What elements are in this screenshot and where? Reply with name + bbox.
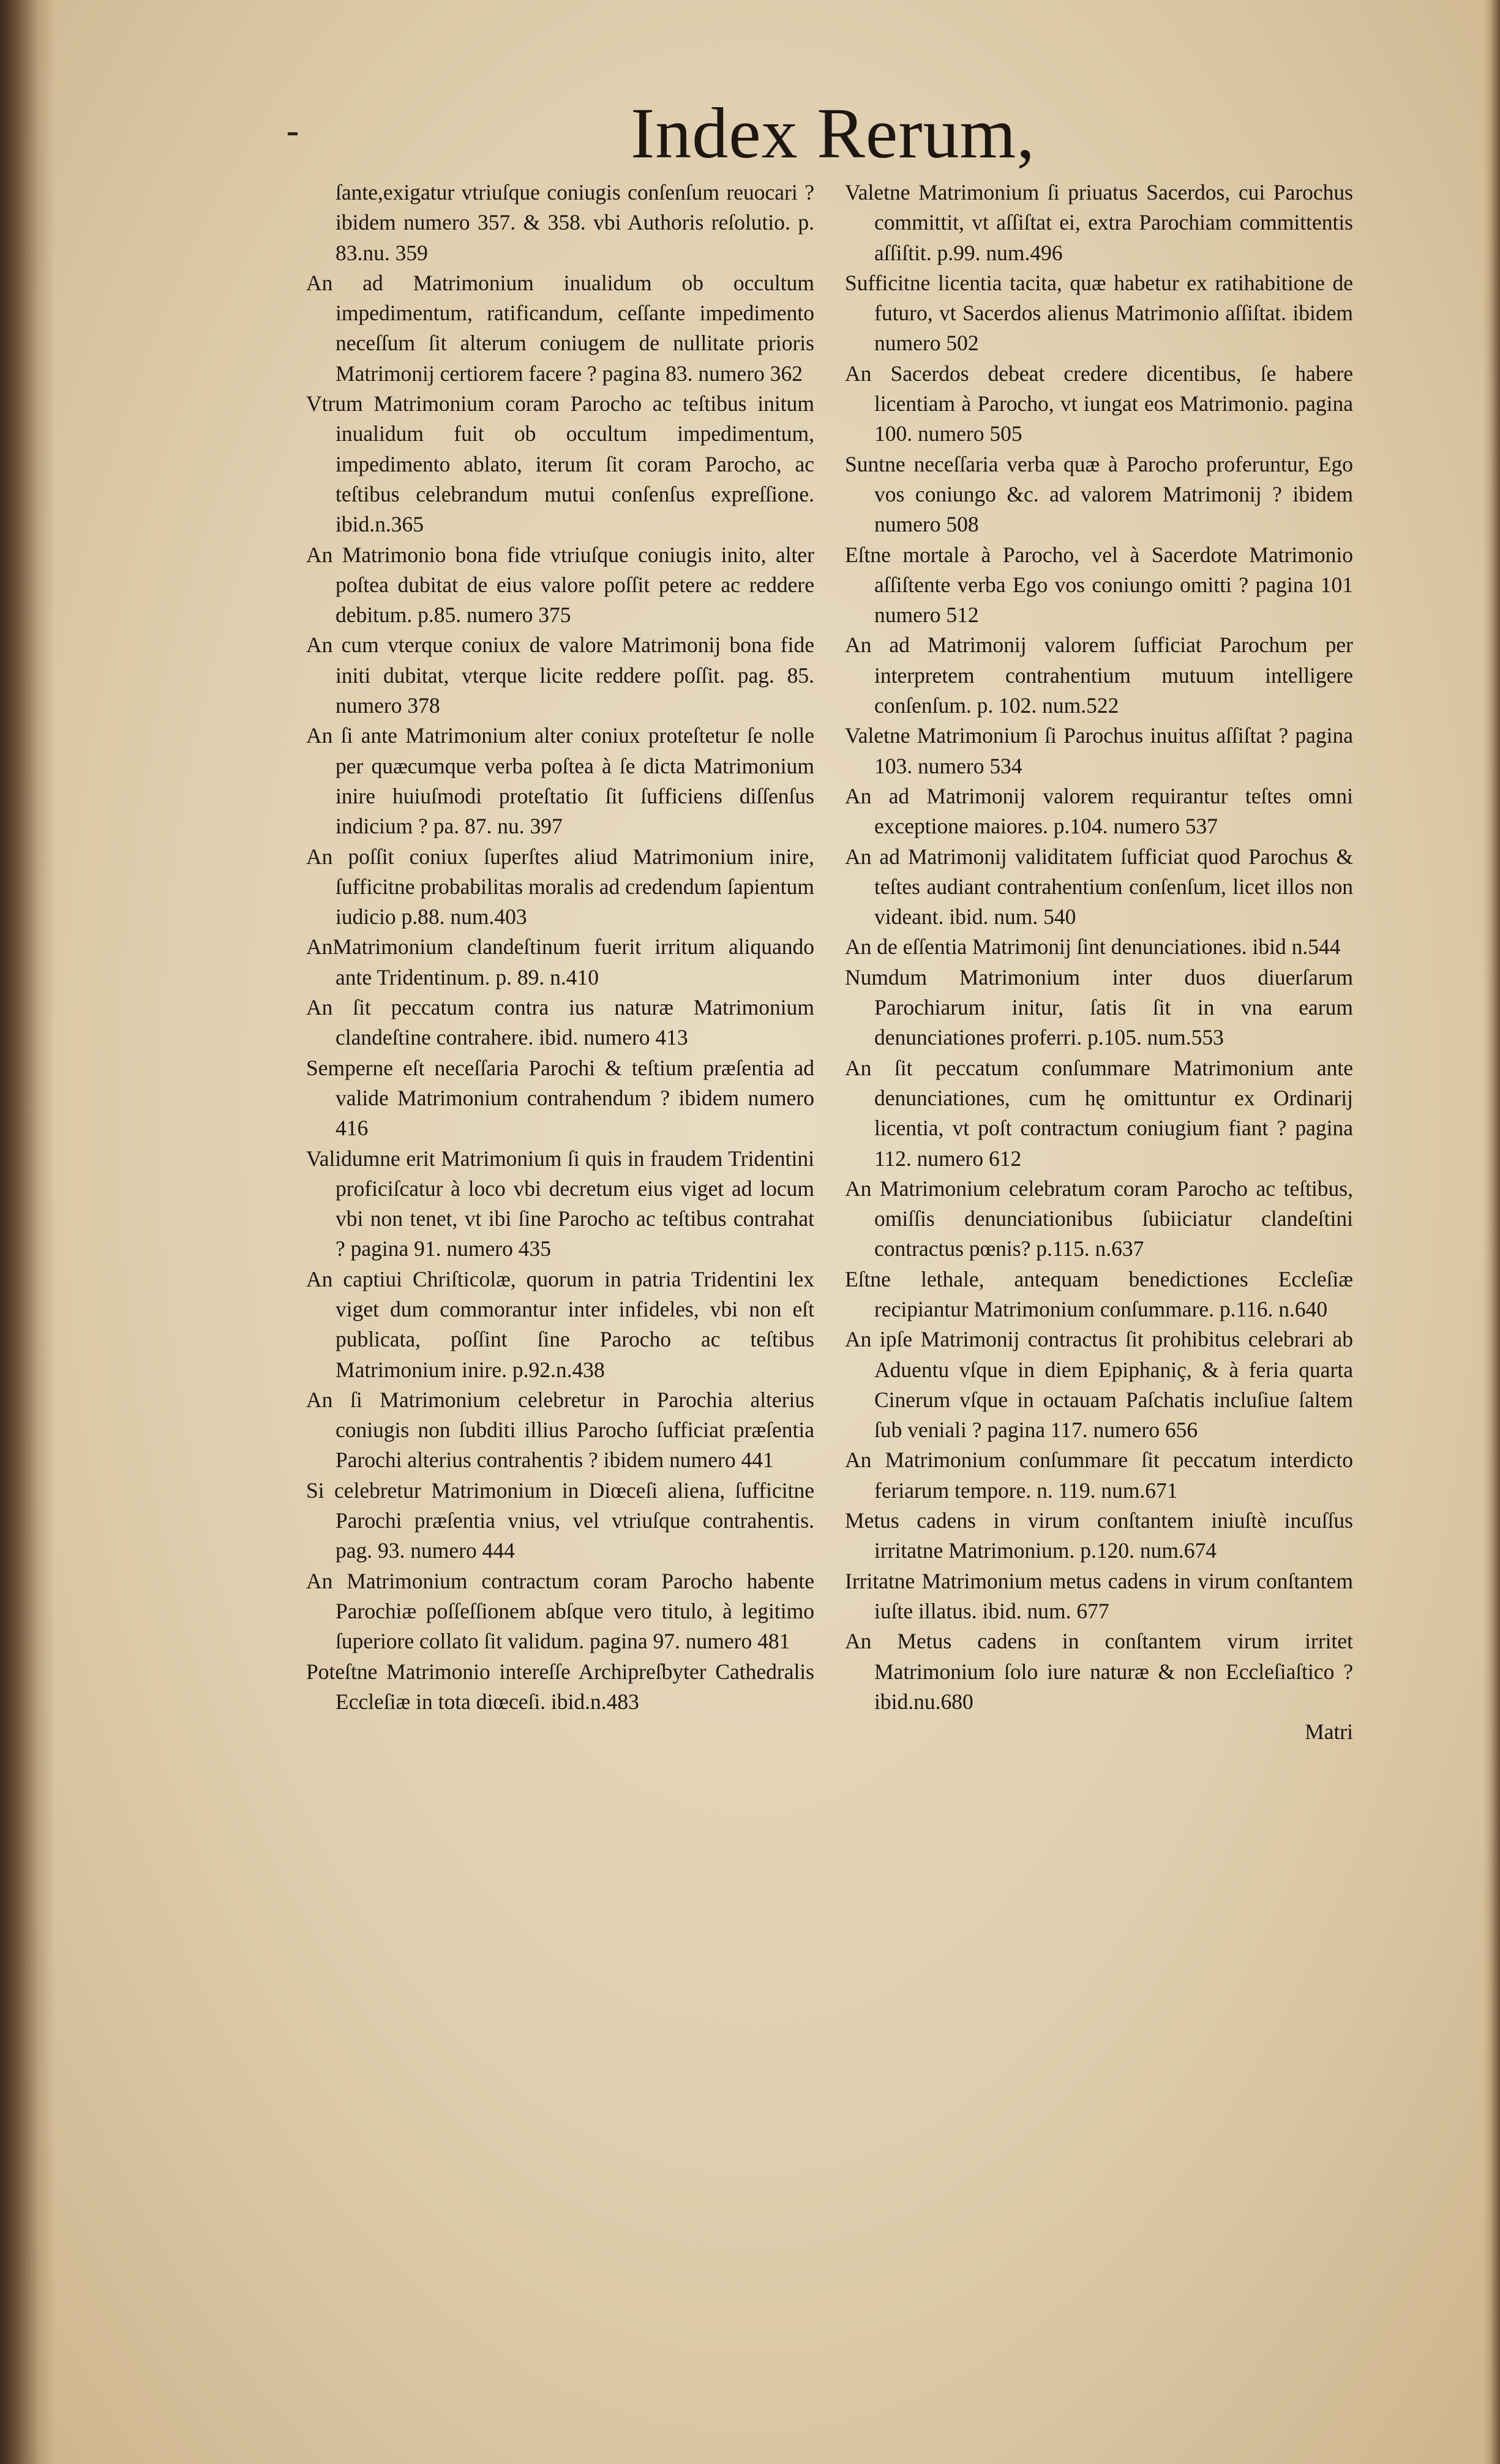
index-entry: ſante,exigatur vtriuſque coniugis conſenſum reuocari ? ibidem numero 357. & 358. vbi Authoris reſolutio. p. 83.nu. 359 — [336, 180, 814, 265]
index-entry: Eſtne mortale à Parocho, vel à Sacerdote Matrimonio aſſiſtente verba Ego vos coniungo omitti ? pagina 101 numero 512 — [845, 542, 1353, 628]
index-entry: An poſſit coniux ſuperſtes aliud Matrimonium inire, ſufficitne probabilitas moralis ad credendum ſapientum iudicio p.88. num.403 — [306, 844, 814, 930]
index-entry: AnMatrimonium clandeſtinum fuerit irritum aliquando ante Tridentinum. p. 89. n.410 — [306, 934, 814, 990]
index-entry: Eſtne lethale, antequam benedictiones Eccleſiæ recipiantur Matrimonium conſummare. p.116. n.640 — [845, 1266, 1353, 1321]
page-header-title: Index Rerum, — [631, 93, 1035, 173]
index-entry: An Matrimonium contractum coram Parocho habente Parochiæ poſſeſſionem abſque vero titulo, à legitimo ſuperiore collato ſit validum. pagina 97. numero 481 — [306, 1568, 814, 1654]
index-entry: An ad Matrimonium inualidum ob occultum impedimentum, ratificandum, ceſſante impedimento neceſſum ſit alterum coniugem de nullitate prioris Matrimonij certiorem facere ? pagina 83. numero 362 — [306, 270, 814, 386]
index-entry: An ſit peccatum contra ius naturæ Matrimonium clandeſtine contrahere. ibid. numero 413 — [306, 995, 814, 1050]
index-entry: An ſi ante Matrimonium alter coniux proteſtetur ſe nolle per quæcumque verba poſtea à ſe dicta Matrimonium inire huiuſmodi proteſtatio ſit ſufficiens diſſenſus indicium ? pa. 87. nu. 397 — [306, 723, 814, 839]
page-edge — [1483, 0, 1500, 2464]
index-entry: Vtrum Matrimonium coram Parocho ac teſtibus initum inualidum fuit ob occultum impedimentum, impedimento ablato, iterum ſit coram Parocho, ac teſtibus celebrandum mutui conſenſus expreſſione. ibid.n.365 — [306, 391, 814, 537]
index-entry: An ad Matrimonij validitatem ſufficiat quod Parochus & teſtes audiant contrahentium conſenſum, licet illos non videant. ibid. num. 540 — [845, 844, 1353, 930]
index-entry: An Matrimonio bona fide vtriuſque coniugis inito, alter poſtea dubitat de eius valore poſſit petere ac reddere debitum. p.85. numero 375 — [306, 542, 814, 628]
index-entry: Validumne erit Matrimonium ſi quis in fraudem Tridentini proficiſcatur à loco vbi decretum eius viget ad locum vbi non tenet, vt ibi ſine Parocho ac teſtibus contrahat ? pagina 91. numero 435 — [306, 1146, 814, 1261]
index-entry: Valetne Matrimonium ſi Parochus inuitus aſſiſtat ? pagina 103. numero 534 — [845, 723, 1353, 778]
index-entry: An de eſſentia Matrimonij ſint denunciationes. ibid n.544 — [845, 934, 1341, 960]
index-entry: An ad Matrimonij valorem ſufficiat Parochum per interpretem contrahentium mutuum intelligere conſenſum. p. 102. num.522 — [845, 633, 1353, 718]
index-entry: Si celebretur Matrimonium in Diœceſi aliena, ſufficitne Parochi præſentia vnius, vel vtriuſque contrahentis. pag. 93. numero 444 — [306, 1478, 814, 1563]
index-entry: An cum vterque coniux de valore Matrimonij bona fide initi dubitat, vterque licite reddere poſſit. pag. 85. numero 378 — [306, 633, 814, 718]
index-entry: An ipſe Matrimonij contractus ſit prohibitus celebrari ab Aduentu vſque in diem Epiphaniç, & à feria quarta Cinerum vſque in octauam Paſchatis incluſiue ſaltem ſub veniali ? pagina 117. numero 656 — [845, 1327, 1353, 1443]
index-entry: Sufficitne licentia tacita, quæ habetur ex ratihabitione de futuro, vt Sacerdos alienus Matrimonio aſſiſtat. ibidem numero 502 — [845, 270, 1353, 356]
index-entry: Valetne Matrimonium ſi priuatus Sacerdos, cui Parochus committit, vt aſſiſtat ei, extra Parochiam committentis aſſiſtit. p.99. num.496 — [845, 180, 1353, 265]
index-entry: An Sacerdos debeat credere dicentibus, ſe habere licentiam à Parocho, vt iungat eos Matrimonio. pagina 100. numero 505 — [845, 361, 1353, 446]
index-entry: Numdum Matrimonium inter duos diuerſarum Parochiarum initur, ſatis ſit in vna earum denunciationes proferri. p.105. num.553 — [845, 964, 1353, 1050]
ink-mark — [288, 132, 298, 135]
index-entry: An ſi Matrimonium celebretur in Parochia alterius coniugis non ſubditi illius Parocho ſufficiat præſentia Parochi alterius contrahentis ? ibidem numero 441 — [306, 1387, 814, 1473]
index-entry: An Matrimonium conſummare ſit peccatum interdicto feriarum tempore. n. 119. num.671 — [845, 1448, 1353, 1503]
spine-shadow — [0, 0, 55, 2464]
index-entry: An ad Matrimonij valorem requirantur teſtes omni exceptione maiores. p.104. numero 537 — [845, 783, 1353, 839]
index-entry: An captiui Chriſticolæ, quorum in patria Tridentini lex viget dum commorantur inter infideles, vbi non eſt publicata, poſſint ſine Parocho ac teſtibus Matrimonium inire. p.92.n.438 — [306, 1266, 814, 1382]
index-entry: Metus cadens in virum conſtantem iniuſtè incuſſus irritatne Matrimonium. p.120. num.674 — [845, 1508, 1353, 1563]
index-entry: An Matrimonium celebratum coram Parocho ac teſtibus, omiſſis denunciationibus ſubiiciatur clandeſtini contractus pœnis? p.115. n.637 — [845, 1176, 1353, 1261]
index-entry: An ſit peccatum conſummare Matrimonium ante denunciationes, cum hę omittuntur ex Ordinarij licentia, vt poſt contractum coniugium fiant ? pagina 112. numero 612 — [845, 1055, 1353, 1171]
index-entry: Irritatne Matrimonium metus cadens in virum conſtantem iuſte illatus. ibid. num. 677 — [845, 1568, 1353, 1623]
index-entry: Poteſtne Matrimonio intereſſe Archipreſbyter Cathedralis Eccleſiæ in tota diœceſi. ibid.n.483 — [306, 1659, 814, 1714]
catchword: Matri — [1305, 1719, 1353, 1745]
index-entry: Suntne neceſſaria verba quæ à Parocho proferuntur, Ego vos coniungo &c. ad valorem Matrimonij ? ibidem numero 508 — [845, 451, 1353, 537]
left-column — [306, 178, 814, 1717]
right-column — [845, 178, 1353, 1747]
index-entry: An Metus cadens in conſtantem virum irritet Matrimonium ſolo iure naturæ & non Eccleſiaſtico ? ibid.nu.680 — [845, 1629, 1353, 1714]
index-entry: Semperne eſt neceſſaria Parochi & teſtium præſentia ad valide Matrimonium contrahendum ? ibidem numero 416 — [306, 1055, 814, 1141]
